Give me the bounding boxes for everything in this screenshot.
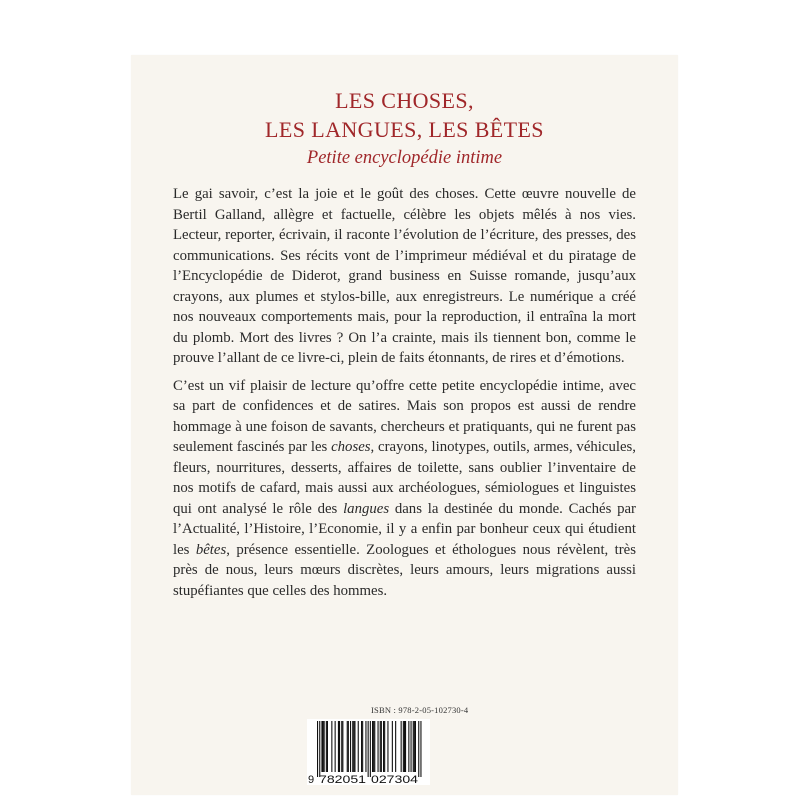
barcode-bar xyxy=(384,721,385,772)
barcode xyxy=(307,719,430,785)
barcode-bar xyxy=(418,721,419,777)
barcode-bar xyxy=(373,721,374,772)
barcode-bar xyxy=(370,721,371,777)
barcode-bar xyxy=(392,721,393,772)
barcode-bar xyxy=(324,721,325,772)
subtitle: Petite encyclopédie intime xyxy=(306,148,503,168)
barcode-bar xyxy=(404,721,405,772)
paragraph-2: C’est un vif plaisir de lecture qu’offre cette petite encyclopédie intime, avec sa part de confidences et de satires. Mais son propos est aussi de rendre hommage à une foison de savants, chercheurs et pratiquants, qui ne furent pas seulement fascinés par les choses, crayons, linotypes, outils, armes, véhicules, fleurs, nourritures, desserts, affaires de toilette, sans oublier l’inventaire de nos motifs de cafard, mais aussi aux archéologues, sémiologues et linguistes qui ont analysé le rôle des langues dans la destinée du monde. Cachés par l’Actualité, l’Histoire, l’Economie, il y a enfin par bonheur ceux qui étudient les bêtes, présence essentielle. Zoologues et éthologues nous révèlent, très près de nous, leurs mœurs discrètes, leurs amours, leurs migrations aussi stupéfiantes que celles des hommes. xyxy=(173,377,637,599)
barcode-bar xyxy=(387,721,388,772)
barcode-bar xyxy=(347,721,348,772)
barcode-bar xyxy=(401,721,402,772)
title-line-1: LES CHOSES, xyxy=(335,88,474,113)
barcode-bar xyxy=(338,721,339,772)
barcode-bar xyxy=(353,721,354,772)
barcode-bar xyxy=(415,721,416,772)
barcode-digit-first: 9 xyxy=(308,774,315,785)
barcode-bar xyxy=(348,721,349,772)
barcode-bar xyxy=(380,721,381,772)
barcode-bar xyxy=(326,721,327,772)
barcode-bar xyxy=(331,721,332,772)
barcode-bar xyxy=(341,721,342,772)
barcode-bar xyxy=(350,721,351,772)
barcode-bar xyxy=(362,721,363,772)
barcode-bar xyxy=(381,721,382,772)
barcode-bar xyxy=(365,721,366,772)
paragraph-1: Le gai savoir, c’est la joie et le goût des choses. Cette œuvre nouvelle de Bertil Galland, allègre et factuelle, célèbre les objets mêlés à nos vies. Lecteur, reporter, écrivain, il raconte l’évolution de l’écriture, des presses, des communications. Ses récits vont de l’imprimeur médiéval et du piratage de l’Encyclopédie de Diderot, grand business en Suisse romande, jusqu’aux crayons, aux plumes et stylos-bille, aux enregistreurs. Le numérique a créé nos nouveaux comportements mais, pour la reproduction, il entraîna la mort du plomb. Mort des livres ? On l’a crainte, mais ils tiennent bon, comme le prouve l’allant de ce livre-ci, plein de faits étonnants, de rires et d’émotions. xyxy=(173,186,636,366)
barcode-bar xyxy=(405,721,406,772)
barcode-bar xyxy=(358,721,359,772)
barcode-bar xyxy=(408,721,409,772)
barcode-bar xyxy=(321,721,322,772)
barcode-bar xyxy=(378,721,379,772)
barcode-bar xyxy=(352,721,353,772)
barcode-bar xyxy=(411,721,412,772)
barcode-bar xyxy=(342,721,343,772)
barcode-bar xyxy=(374,721,375,772)
book-back-cover xyxy=(131,55,678,795)
barcode-bar xyxy=(317,721,318,777)
barcode-bar xyxy=(361,721,362,772)
barcode-bar xyxy=(395,721,396,772)
barcode-bar xyxy=(414,721,415,772)
blurb xyxy=(173,184,636,601)
barcode-bar xyxy=(383,721,384,772)
barcode-bar xyxy=(372,721,373,772)
title-line-2: LES LANGUES, LES BÊTES xyxy=(265,117,544,142)
barcode-bar xyxy=(335,721,336,772)
barcode-bar xyxy=(339,721,340,772)
barcode-bar xyxy=(327,721,328,772)
barcode-bar xyxy=(420,721,421,777)
barcode-bar xyxy=(413,721,414,772)
isbn-label: ISBN : 978-2-05-102730-4 xyxy=(371,705,469,715)
barcode-digits-right: 027304 xyxy=(371,774,418,785)
barcode-bar xyxy=(323,721,324,772)
barcode-bar xyxy=(354,721,355,772)
barcode-bar xyxy=(368,721,369,777)
barcode-bar xyxy=(319,721,320,777)
barcode-bar xyxy=(403,721,404,772)
barcode-graphic xyxy=(307,719,430,785)
barcode-digits-left: 782051 xyxy=(319,774,366,785)
